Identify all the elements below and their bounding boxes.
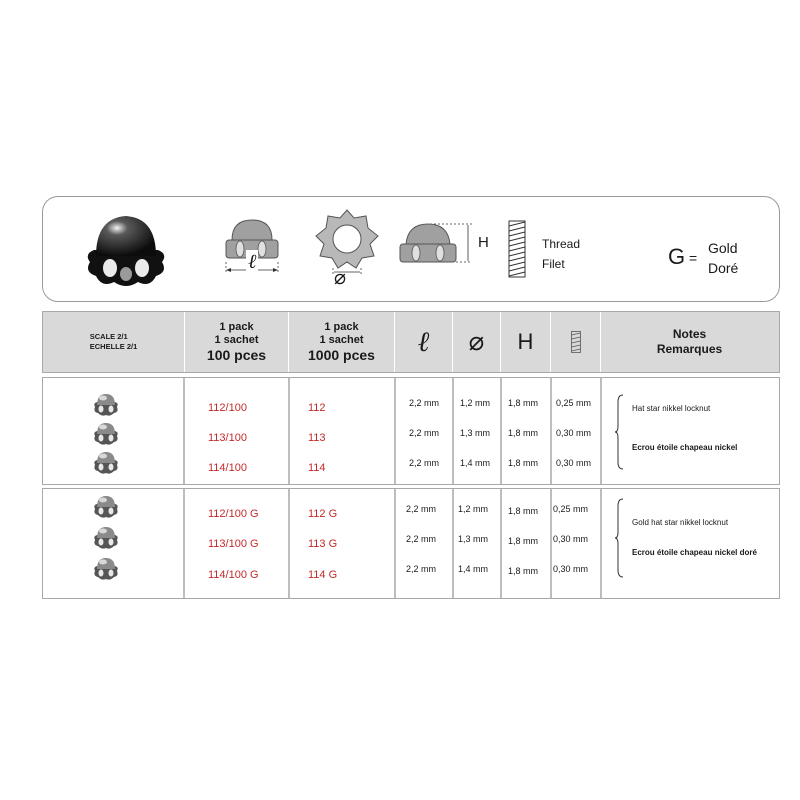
height-value: 1,8 mm [508,506,539,516]
top-view-diameter-icon [314,208,380,290]
length-value: 2,2 mm [406,534,437,544]
legend-length-symbol: ℓ [248,249,257,273]
notes-brace [614,394,624,470]
thread-value: 0,30 mm [553,534,589,544]
diameter-value: 1,4 mm [458,564,489,574]
article-code-1000: 113 G [308,538,338,550]
note-fr: Ecrou étoile chapeau nickel doré [632,548,757,557]
thread-value: 0,30 mm [556,428,592,438]
header-notes-cell [601,312,778,372]
header-pack-1000-cell [289,312,395,372]
article-code-1000: 113 [308,432,326,444]
side-view-height-icon [396,222,476,268]
height-value: 1,8 mm [508,398,539,408]
article-code-1000: 112 [308,402,326,414]
gold-word: Gold [708,240,738,256]
thread-icon [508,220,526,278]
header-scale-cell [43,312,185,372]
gold-nut-icon [92,557,120,581]
note-fr: Ecrou étoile chapeau nickel [632,443,738,452]
article-code-1000: 114 G [308,569,338,581]
table-header [42,311,780,373]
star-locknut-illustration [80,210,172,292]
legend-height-symbol: H [478,234,489,251]
header-diameter-cell [453,312,501,372]
header-height-symbol: H [517,329,534,354]
pack-100-line1: 1 pack [219,320,254,333]
note-en: Hat star nikkel locknut [632,404,711,413]
article-code-100: 113/100 G [208,538,259,550]
length-value: 2,2 mm [409,428,440,438]
length-value: 2,2 mm [409,398,440,408]
legend-diameter-symbol: ⌀ [334,265,347,289]
pack-1000-line2: 1 sachet [319,333,364,346]
diameter-value: 1,3 mm [460,428,491,438]
header-length-symbol: ℓ [417,325,430,358]
thread-value: 0,25 mm [553,504,589,514]
header-pack-100-cell [185,312,289,372]
diameter-value: 1,2 mm [458,504,489,514]
article-code-100: 113/100 [208,432,247,444]
thread-value: 0,25 mm [556,398,592,408]
note-en: Gold hat star nikkel locknut [632,518,729,527]
notes-label-en: Notes [672,327,707,341]
header-thread-cell [551,312,601,372]
gold-nut-icon [92,526,120,550]
notes-brace [614,498,624,578]
gold-equals: = [689,250,698,266]
header-thread-icon [571,331,581,353]
legend-filet-label: Filet [542,257,565,271]
height-value: 1,8 mm [508,536,539,546]
gold-nut-icon [92,495,120,519]
article-code-100: 112/100 G [208,508,259,520]
nut-icon [92,422,120,446]
header-diameter-symbol: ⌀ [468,327,485,357]
length-value: 2,2 mm [406,504,437,514]
height-value: 1,8 mm [508,428,539,438]
height-value: 1,8 mm [508,566,539,576]
nut-icon [92,393,120,417]
thread-value: 0,30 mm [556,458,592,468]
diameter-value: 1,2 mm [460,398,491,408]
length-value: 2,2 mm [406,564,437,574]
notes-label-fr: Remarques [656,342,723,356]
nut-icon [92,451,120,475]
height-value: 1,8 mm [508,458,539,468]
article-code-1000: 112 G [308,508,338,520]
article-code-100: 114/100 [208,462,247,474]
diameter-value: 1,3 mm [458,534,489,544]
article-code-1000: 114 [308,462,326,474]
pack-100-line2: 1 sachet [214,333,259,346]
scale-label-fr: ECHELLE 2/1 [89,342,138,351]
gold-letter: G [668,244,686,269]
pack-100-line3: 100 pces [206,346,267,363]
article-code-100: 114/100 G [208,569,259,581]
legend-thread-label: Thread [542,237,581,251]
dore-word: Doré [708,260,739,276]
diameter-value: 1,4 mm [460,458,491,468]
header-length-cell [395,312,453,372]
pack-1000-line3: 1000 pces [308,346,375,363]
pack-1000-line1: 1 pack [324,320,359,333]
article-code-100: 112/100 [208,402,247,414]
scale-label-en: SCALE 2/1 [89,332,128,341]
header-height-cell [501,312,551,372]
length-value: 2,2 mm [409,458,440,468]
thread-value: 0,30 mm [553,564,589,574]
